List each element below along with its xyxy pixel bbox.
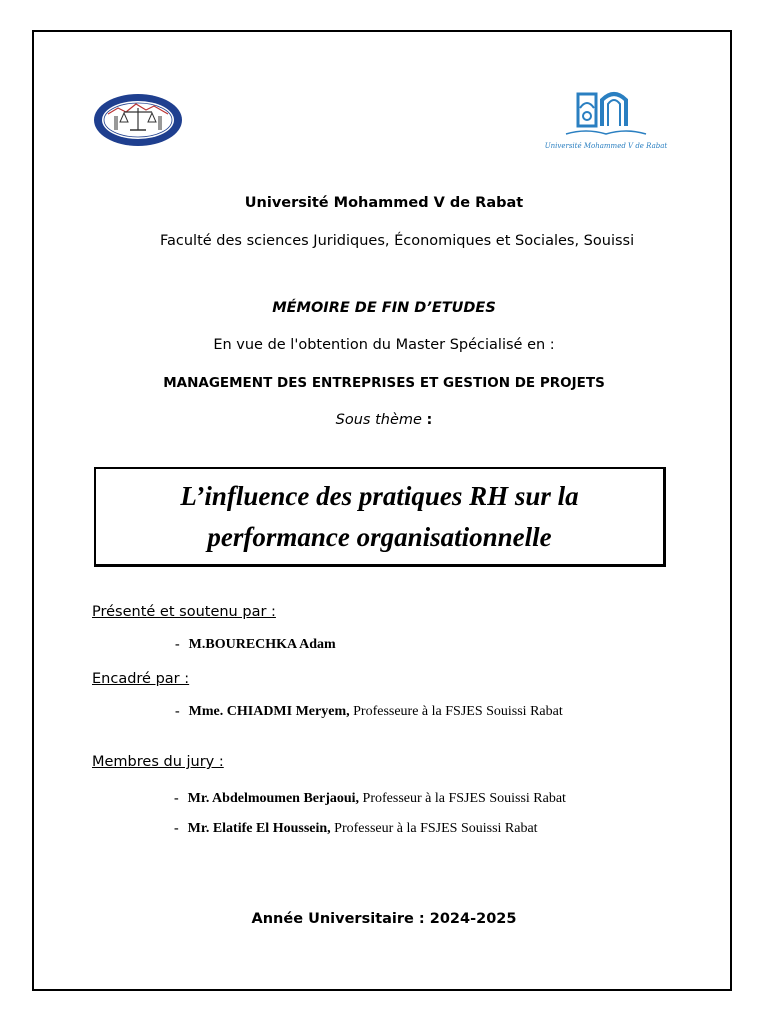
presenter-entry — [175, 637, 336, 653]
jury-member-name: Mr. Elatife El Houssein, — [187, 821, 331, 836]
sub-theme-line — [0, 412, 768, 428]
presented-label-colon: : — [271, 604, 276, 620]
sub-theme-colon: : — [426, 412, 433, 428]
list-item — [174, 791, 566, 807]
presenter-name: M.BOURECHKA Adam — [188, 637, 336, 652]
supervisor-role: Professeure à la FSJES Souissi Rabat — [349, 704, 563, 719]
supervised-label: Encadré par : — [92, 671, 190, 687]
list-item — [174, 821, 538, 837]
jury-member-name: Mr. Abdelmoumen Berjaoui, — [187, 791, 360, 806]
list-dash: - — [175, 704, 180, 719]
program-name: MANAGEMENT DES ENTREPRISES ET GESTION DE PROJETS — [163, 375, 605, 391]
thesis-title-line-1: L’influence des pratiques RH sur la — [180, 480, 579, 511]
thesis-title — [120, 476, 640, 558]
supervisor-entry — [175, 704, 563, 720]
list-dash: - — [175, 637, 180, 652]
jury-member-role: Professeur à la FSJES Souissi Rabat — [330, 821, 538, 836]
sub-theme-label: Sous thème — [335, 412, 422, 428]
jury-label: Membres du jury : — [92, 754, 224, 770]
thesis-title-line-2: performance organisationnelle — [207, 521, 552, 552]
university-name: Université Mohammed V de Rabat — [244, 195, 524, 211]
faculty-name: Faculté des sciences Juridiques, Économiques et Sociales, Souissi — [160, 233, 635, 249]
thesis-purpose: En vue de l'obtention du Master Spécialisé en : — [213, 337, 555, 353]
university-logo-caption: Université Mohammed V de Rabat — [544, 142, 668, 150]
thesis-title-box — [94, 467, 666, 567]
presented-label — [92, 604, 276, 620]
jury-member-role: Professeur à la FSJES Souissi Rabat — [359, 791, 566, 806]
list-dash: - — [174, 821, 179, 836]
academic-year: Année Universitaire : 2024-2025 — [251, 911, 517, 927]
faculty-seal-icon — [92, 92, 184, 148]
presented-label-text: Présenté et soutenu par — [92, 604, 272, 620]
thesis-type: MÉMOIRE DE FIN D’ETUDES — [272, 300, 496, 316]
supervisor-name: Mme. CHIADMI Meryem, — [188, 704, 350, 719]
university-logo-icon — [544, 86, 668, 152]
list-dash: - — [174, 791, 179, 806]
